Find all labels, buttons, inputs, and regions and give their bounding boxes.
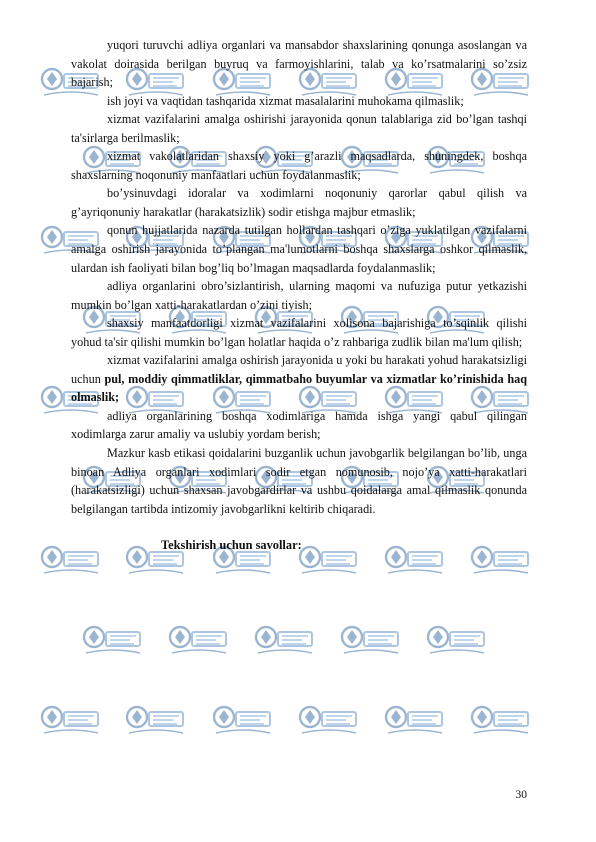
library-logo-watermark-icon (426, 620, 488, 660)
paragraph: bo’ysinuvdagi idoralar va xodimlarni noqonuniy qarorlar qabul qilish va g’ayriqonuniy harakatlar (harakatsizlik) sodir etishga majbur etmaslik; (71, 186, 527, 219)
paragraph-bold-text: pul, moddiy qimmatliklar, qimmatbaho buyumlar va xizmatlar ko’rinishida haq olmaslik; (71, 371, 527, 405)
paragraph: yuqori turuvchi adliya organlari va mansabdor shaxslarining qonunga asoslangan va vakolat doirasida berilgan buyruq va farmoyishlarini, talab va ko’rsatmalarini so’zsiz bajarish; (71, 38, 527, 90)
paragraph: adliya organlarining boshqa xodimlariga hamda ishga yangi qabul qilingan xodimlarga zarur amaliy va uslubiy yordam berish; (71, 408, 527, 442)
library-logo-watermark-icon (298, 700, 360, 740)
paragraph: xizmat vakolatlaridan shaxsiy yoki g’arazli maqsadlarda, shuningdek, boshqa shaxslarning noqonuniy manfaatlari uchun foydalanmaslik; (71, 149, 527, 182)
library-logo-watermark-icon (168, 620, 230, 660)
document-body (71, 36, 527, 555)
library-logo-watermark-icon (82, 620, 144, 660)
paragraph-mixed (71, 351, 527, 407)
spacer (71, 518, 527, 536)
library-logo-watermark-icon (470, 700, 532, 740)
paragraph: xizmat vazifalarini amalga oshirishi jarayonida qonun talablariga zid bo’lgan tashqi ta'sirlarga berilmaslik; (71, 112, 527, 145)
library-logo-watermark-icon (212, 700, 274, 740)
section-heading: Tekshirish uchun savollar: (161, 538, 302, 553)
paragraph: adliya organlarini obro’sizlantirish, ularning maqomi va nufuziga putur yetkazishi mumkin bo’lgan xatti-harakatlardan o’zini tiyish; (71, 279, 527, 312)
library-logo-watermark-icon (384, 700, 446, 740)
library-logo-watermark-icon (125, 700, 187, 740)
paragraph: shaxsiy manfaatdorligi xizmat vazifalarini xolisona bajarishiga to’sqinlik qilishi yohud ta'sir qilishi mumkin bo’lgan holatlar haqida o’z rahbariga zudlik bilan ma'lum qilish; (71, 316, 527, 349)
paragraph-text: xizmat vazifalarini amalga oshirish jarayonida u yoki bu harakati yohud harakatsizligi uchun (71, 353, 527, 386)
paragraph: Mazkur kasb etikasi qoidalarini buzganlik uchun javobgarlik belgilangan bo’lib, unga binoan Adliya organlari xodimlari sodir etgan nomunosib, nojo’ya xatti-harakatlari (harakatsizligi) uchun shaxsan javobgardirlar va ushbu qoidalarga amal qilmaslik qonunda belgilangan tartibda intizomiy javobgarlikni keltirib chiqaradi. (71, 446, 527, 516)
page-number: 30 (515, 789, 527, 801)
paragraph: qonun hujjatlarida nazarda tutilgan hollardan tashqari o’ziga yuklatilgan vazifalarni amalga oshirish jarayonida to’plangan ma'lumotlarni boshqa shaxslarga oshkor qilmaslik, ulardan ish faoliyati bilan bog’liq bo’lmagan maqsadlarda foydalanmaslik; (71, 223, 527, 275)
paragraph: ish joyi va vaqtidan tashqarida xizmat masalalarini muhokama qilmaslik; (107, 93, 464, 108)
library-logo-watermark-icon (40, 700, 102, 740)
library-logo-watermark-icon (254, 620, 316, 660)
library-logo-watermark-icon (340, 620, 402, 660)
